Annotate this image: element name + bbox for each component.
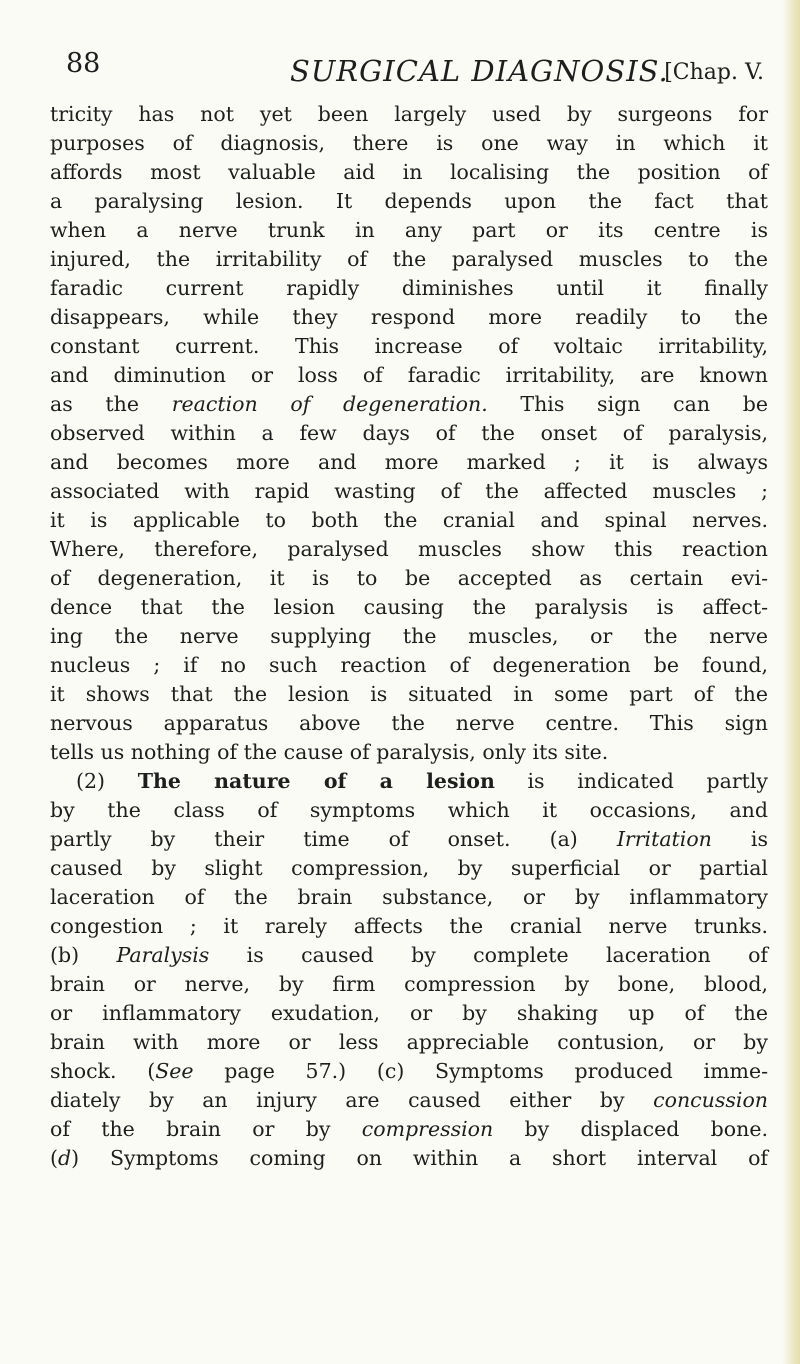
text-line: by the class of symptoms which it occasions, and [50, 798, 768, 822]
running-title: SURGICAL DIAGNOSIS. [290, 54, 669, 88]
text-line [50, 825, 768, 854]
text-line: a paralysing lesion. It depends upon the fact that [50, 189, 768, 213]
chapter-label: [Chap. V. [664, 60, 764, 85]
italic-text-run: Paralysis [116, 943, 210, 967]
text-run: is caused by complete laceration of [209, 943, 768, 967]
text-line: disappears, while they respond more readily to the [50, 305, 768, 329]
text-line: nucleus ; if no such reaction of degeneration be found, [50, 653, 768, 677]
body-text [50, 100, 768, 1173]
text-line: brain with more or less appreciable contusion, or by [50, 1030, 768, 1054]
text-line: Where, therefore, paralysed muscles show this reaction [50, 537, 768, 561]
text-line: nervous apparatus above the nerve centre. This sign [50, 711, 768, 735]
text-line: tells us nothing of the cause of paralysis, only its site. [50, 740, 609, 764]
text-line: congestion ; it rarely affects the cranial nerve trunks. [50, 914, 768, 938]
text-run: (2) [76, 769, 138, 793]
text-line [50, 1086, 768, 1115]
text-line: faradic current rapidly diminishes until it finally [50, 276, 768, 300]
text-line: laceration of the brain substance, or by inflammatory [50, 885, 768, 909]
italic-text-run: d [58, 1146, 72, 1170]
text-line: of degeneration, it is to be accepted as certain evi- [50, 566, 768, 590]
text-line [50, 1057, 768, 1086]
text-run: as the [50, 392, 172, 416]
text-run: This sign can be [487, 392, 768, 416]
text-line: caused by slight compression, by superficial or partial [50, 856, 768, 880]
page-header [52, 48, 768, 88]
text-line: observed within a few days of the onset of paralysis, [50, 421, 768, 445]
text-line: dence that the lesion causing the paralysis is affect- [50, 595, 768, 619]
text-run: ) Symptoms coming on within a short interval of [71, 1146, 768, 1170]
text-line: injured, the irritability of the paralysed muscles to the [50, 247, 768, 271]
italic-text-run: compression [361, 1117, 494, 1141]
text-line [50, 1144, 768, 1173]
text-run: shock. ( [50, 1059, 156, 1083]
bold-text-run: The nature of a lesion [137, 769, 495, 793]
text-line: tricity has not yet been largely used by surgeons for [50, 102, 768, 126]
text-line: brain or nerve, by firm compression by bone, blood, [50, 972, 768, 996]
text-line: affords most valuable aid in localising the position of [50, 160, 768, 184]
text-line: it shows that the lesion is situated in some part of the [50, 682, 768, 706]
text-line [50, 941, 768, 970]
italic-text-run: See [155, 1059, 194, 1083]
text-line: when a nerve trunk in any part or its centre is [50, 218, 768, 242]
text-line: associated with rapid wasting of the affected muscles ; [50, 479, 768, 503]
text-line: and becomes more and more marked ; it is always [50, 450, 768, 474]
text-run: ( [50, 1146, 58, 1170]
text-line: ing the nerve supplying the muscles, or the nerve [50, 624, 768, 648]
text-line [50, 1115, 768, 1144]
text-run: is [711, 827, 768, 851]
text-run: diately by an injury are caused either by [50, 1088, 654, 1112]
text-run: partly by their time of onset. (a) [50, 827, 617, 851]
italic-text-run: reaction of degeneration. [171, 392, 488, 416]
text-line: or inflammatory exudation, or by shaking up of the [50, 1001, 768, 1025]
text-run: is indicated partly [494, 769, 769, 793]
text-line [50, 390, 768, 419]
text-line: and diminution or loss of faradic irritability, are known [50, 363, 768, 387]
italic-text-run: concussion [653, 1088, 768, 1112]
page-number: 88 [66, 48, 101, 79]
text-run: by displaced bone. [493, 1117, 768, 1141]
page-edge [782, 0, 800, 1364]
text-run: of the brain or by [50, 1117, 362, 1141]
text-line: constant current. This increase of voltaic irritability, [50, 334, 768, 358]
text-run: (b) [50, 943, 117, 967]
text-line: it is applicable to both the cranial and spinal nerves. [50, 508, 768, 532]
text-line [50, 767, 768, 796]
text-run: page 57.) (c) Symptoms produced imme- [193, 1059, 768, 1083]
text-line: purposes of diagnosis, there is one way in which it [50, 131, 768, 155]
italic-text-run: Irritation [616, 827, 712, 851]
